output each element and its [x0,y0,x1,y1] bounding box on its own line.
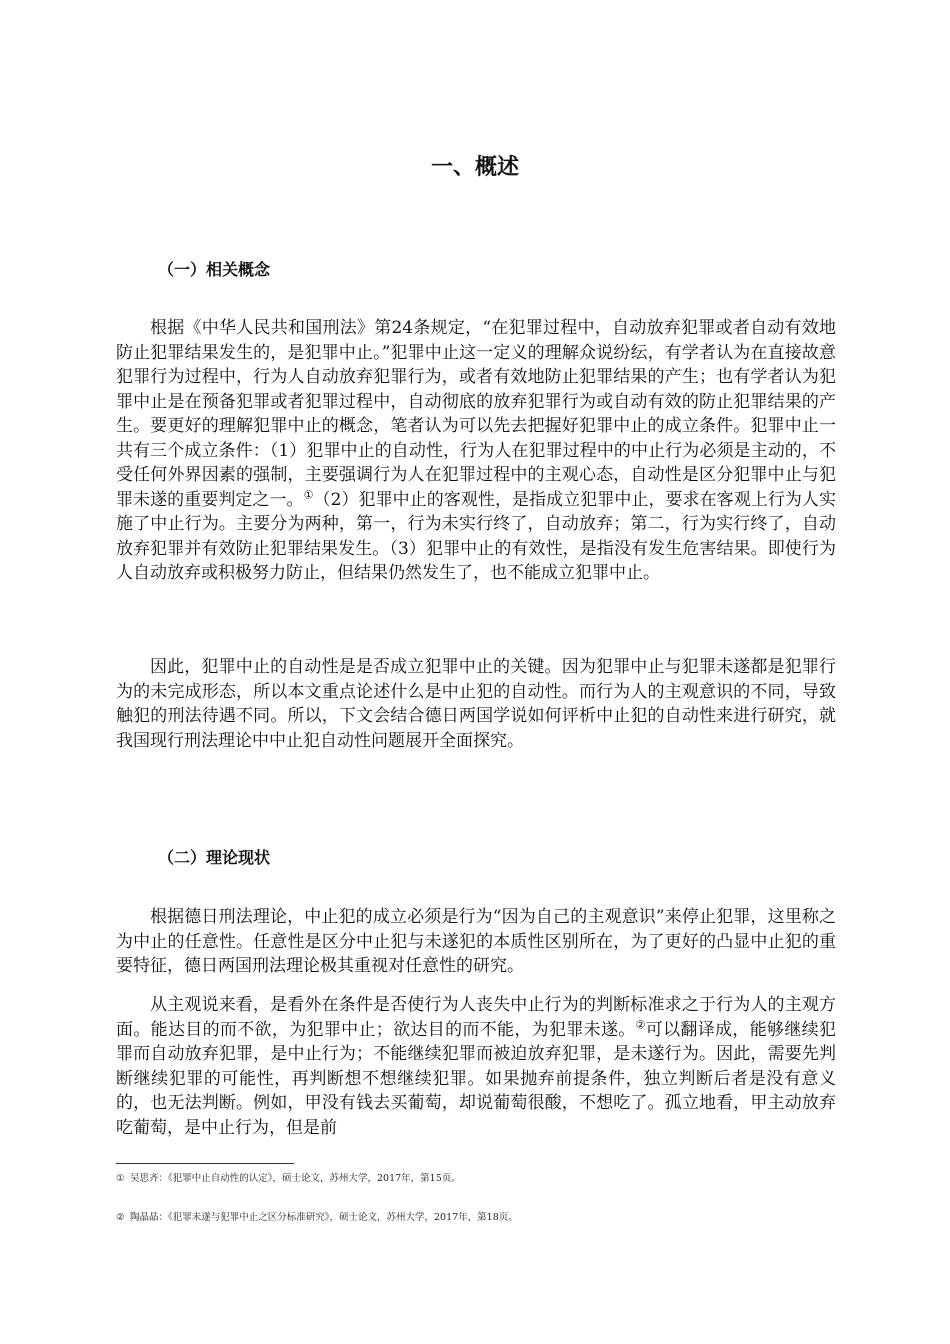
footnote-text: 吴思齐：《犯罪中止自动性的认定》，硕士论文，苏州大学，2017年，第15页。 [130,1173,461,1184]
paragraph-text: （2）犯罪中止的客观性，是指成立犯罪中止，要求在客观上行为人实施了中止行为。主要分为两种，第一，行为未实行终了，自动放弃；第二，行为实行终了，自动放弃犯罪并有效防止犯罪结果发生。（3）犯罪中止的有效性，是指没有发生危害结果。即使行为人自动放弃或积极努力防止，但结果仍然发生了，也不能成立犯罪中止。 [116,489,836,583]
paragraph-definition [116,316,836,586]
paragraph-autonomy-key: 因此，犯罪中止的自动性是是否成立犯罪中止的关键。因为犯罪中止与犯罪未遂都是犯罪行为的未完成形态，所以本文重点论述什么是中止犯的自动性。而行为人的主观意识的不同，导致触犯的刑法待遇不同。所以，下文会结合德日两国学说如何评析中止犯的自动性来进行研究，就我国现行刑法理论中中止犯自动性问题展开全面探究。 [116,657,836,751]
footnote-mark: ② [116,1212,125,1223]
footnote-1 [116,1172,461,1186]
paragraph-subjective-theory [116,993,836,1140]
section-heading-theory-status: （二）理论现状 [158,848,271,867]
footnote-2 [116,1211,518,1225]
paragraph-german-japanese-theory: 根据德日刑法理论，中止犯的成立必须是行为“因为自己的主观意识”来停止犯罪，这里称之为中止的任意性。任意性是区分中止犯与未遂犯的本质性区别所在，为了更好的凸显中止犯的重要特征，德日两国刑法理论极其重视对任意性的研究。 [116,907,836,976]
paragraph-text: 从主观说来看，是看外在条件是否使行为人丧失中止行为的判断标准求之于行为人的主观方面。能达目的而不欲，为犯罪中止；欲达目的而不能，为犯罪未遂。 [116,995,836,1040]
paragraph-text: 根据《中华人民共和国刑法》第24条规定，“在犯罪过程中，自动放弃犯罪或者自动有效地防止犯罪结果发生的，是犯罪中止。”犯罪中止这一定义的理解众说纷纭，有学者认为在直接故意犯罪行为过程中，行为人自动放弃犯罪行为，或者有效地防止犯罪结果的产生；也有学者认为犯罪中止是在预备犯罪或者犯罪过程中，自动彻底的放弃犯罪行为或自动有效的防止犯罪结果的产生。要更好的理解犯罪中止的概念，笔者认为可以先去把握好犯罪中止的成立条件。犯罪中止一共有三个成立条件：（1）犯罪中止的自动性，行为人在犯罪过程中的中止行为必须是主动的，不受任何外界因素的强制，主要强调行为人在犯罪过程中的主观心态，自动性是区分犯罪中止与犯罪未遂的重要判定之一。 [116,318,836,510]
footnote-reference-2[interactable]: ② [635,1017,646,1031]
footnote-reference-1[interactable]: ① [303,487,314,501]
paragraph-text: 可以翻译成，能够继续犯罪而自动放弃犯罪，是中止行为；不能继续犯罪而被迫放弃犯罪，是未遂行为。因此，需要先判断继续犯罪的可能性，再判断想不想继续犯罪。如果抛弃前提条件，独立判断后者是没有意义的，也无法判断。例如，甲没有钱去买葡萄，却说葡萄很酸，不想吃了。孤立地看，甲主动放弃吃葡萄，是中止行为，但是前 [116,1019,836,1138]
chapter-title: 一、概述 [430,155,519,180]
footnote-text: 陶晶晶：《犯罪未遂与犯罪中止之区分标准研究》，硕士论文，苏州大学，2017年，第18页。 [130,1212,518,1223]
section-heading-related-concepts: （一）相关概念 [158,260,271,279]
footnote-mark: ① [116,1173,125,1184]
footnote-divider [116,1163,294,1164]
